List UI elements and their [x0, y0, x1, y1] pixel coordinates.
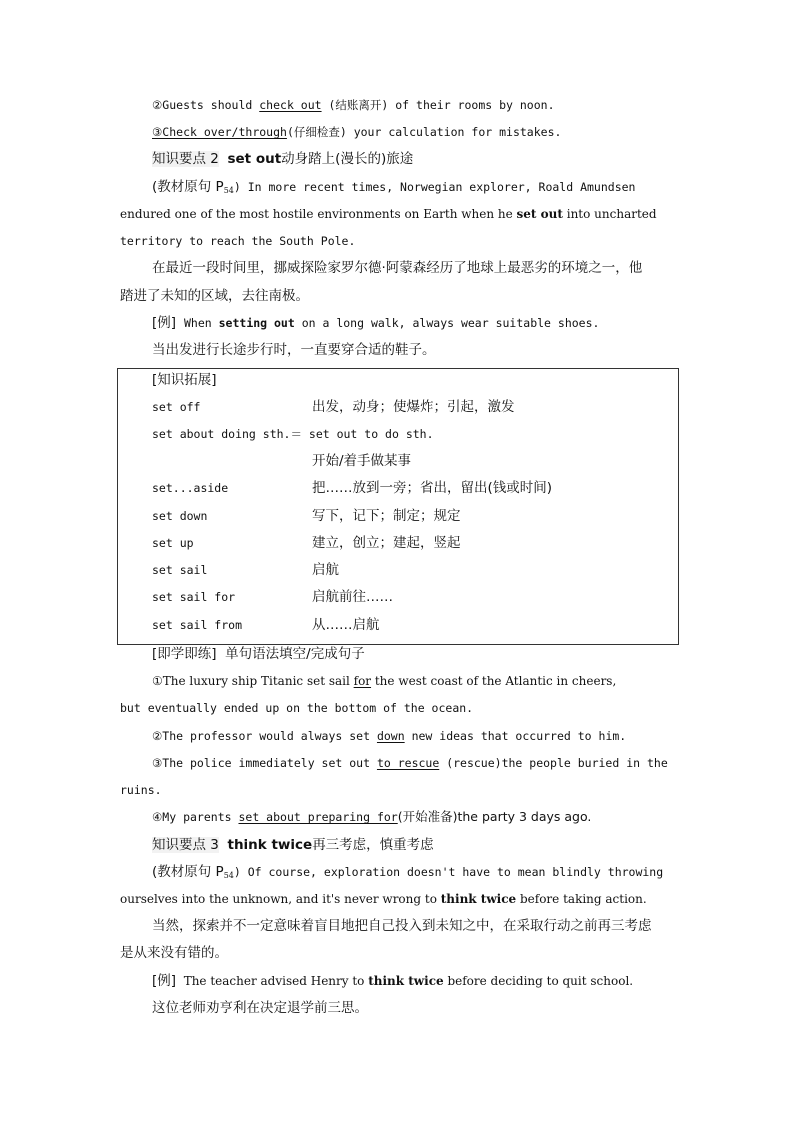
kp3-source-line-2: ourselves into the unknown, and it's never wrong to think twice before taking action. — [120, 892, 647, 906]
example-translation: 当出发进行长途步行时，一直要穿合适的鞋子。 — [152, 342, 436, 358]
kp3-example-sentence: [例] The teacher advised Henry to think twice before deciding to quit school. — [152, 973, 634, 989]
translation-line-1: 在最近一段时间里，挪威探险家罗尔德·阿蒙森经历了地球上最恶劣的环境之一，他 — [152, 260, 643, 276]
kp3-translation-line-2: 是从来没有错的。 — [120, 945, 228, 961]
practice-question-3: ③The police immediately set out to rescue (rescue)the people buried in the — [152, 756, 668, 770]
practice-question-1: ①The luxury ship Titanic set sail for the west coast of the Atlantic in cheers, — [152, 674, 617, 688]
box-title: [知识拓展] — [152, 372, 217, 388]
source-sentence-line-1: (教材原句 $P_{54}$) In more recent times, Norwegian explorer, Roald Amundsen — [152, 179, 636, 195]
source-sentence-line-2: endured one of the most hostile environments on Earth when he set out into uncharted — [120, 207, 657, 221]
translation-line-2: 踏进了未知的区域，去往南极。 — [120, 288, 309, 304]
knowledge-point-2-heading: 知识要点 2 set out动身踏上(漫长的)旅途 — [152, 151, 414, 167]
kp3-translation-line-1: 当然，探索并不一定意味着盲目地把自己投入到未知之中，在采取行动之前再三考虑 — [152, 918, 652, 934]
practice-question-3-cont: ruins. — [120, 783, 162, 797]
practice-question-4: ④My parents set about preparing for(开始准备)the party 3 days ago. — [152, 809, 592, 824]
practice-question-1-cont: but eventually ended up on the bottom of the ocean. — [120, 701, 474, 715]
document-page: ②Guests should check out (结账离开) of their rooms by noon. ③Check over/through(仔细检查) your calculation for mistakes. 知识要点 2 set out动身踏上(漫长的)旅途 (教材原句 $P_{54}$) In more recent times, Norwegian explorer, Roald Amundsen endured one of the most hostile environments on Earth when he set out into uncharted territory to reach the South Pole. 在最近一段时间里，挪威探险家罗尔德·阿蒙森经历了地球上最恶劣的环境之一，他 踏进了未知的区域，去往南极。 [例] When setting out on a long walk, always wear suitable shoes. 当出发进行长途步行时，一直要穿合适的鞋子。 [知识拓展] set off 出发，动身；使爆炸；引起，激发 set about doing sth.＝ set out to do sth. 开始/着手做某事 set...aside 把……放到一旁；省出，留出(钱或时间) set down 写下，记下；制定；规定 set up 建立，创立；建起，竖起 set sail 启航 set sail for 启航前往…… set sail from 从……启航 [即学即练] 单句语法填空/完成句子 ①The luxury ship Titanic set sail for the west coast of the Atlantic in cheers, but eventually ended up on the bottom of the ocean. ②The professor would always set down new ideas that occurred to him. ③The police immediately set out to rescue (rescue)the people buried in the ruins. ④My parents set about preparing for(开始准备)the party 3 days ago. 知识要点 3 think twice再三考虑，慎重考虑 (教材原句 $P_{54}$) Of course, exploration doesn't have to mean blindly throwing ourselves into the unknown, and it's never wrong to think twice before taking action. 当然，探索并不一定意味着盲目地把自己投入到未知之中，在采取行动之前再三考虑 是从来没有错的。 [例] The teacher advised Henry to think twice before deciding to quit school. 这位老师劝亨利在决定退学前三思。 — [0, 0, 794, 1123]
example-line-2: ②Guests should check out (结账离开) of their rooms by noon. — [152, 98, 555, 112]
practice-question-2: ②The professor would always set down new ideas that occurred to him. — [152, 729, 627, 743]
kp3-source-line-1: (教材原句 $P_{54}$) Of course, exploration doesn't have to mean blindly throwing — [152, 864, 664, 880]
practice-heading: [即学即练] 单句语法填空/完成句子 — [152, 646, 365, 662]
knowledge-point-3-heading: 知识要点 3 think twice再三考虑，慎重考虑 — [152, 837, 434, 853]
example-sentence: [例] When setting out on a long walk, always wear suitable shoes. — [152, 315, 600, 331]
example-line-3: ③Check over/through(仔细检查) your calculation for mistakes. — [152, 125, 562, 139]
source-sentence-line-3: territory to reach the South Pole. — [120, 234, 356, 248]
kp3-example-translation: 这位老师劝亨利在决定退学前三思。 — [152, 1000, 368, 1016]
